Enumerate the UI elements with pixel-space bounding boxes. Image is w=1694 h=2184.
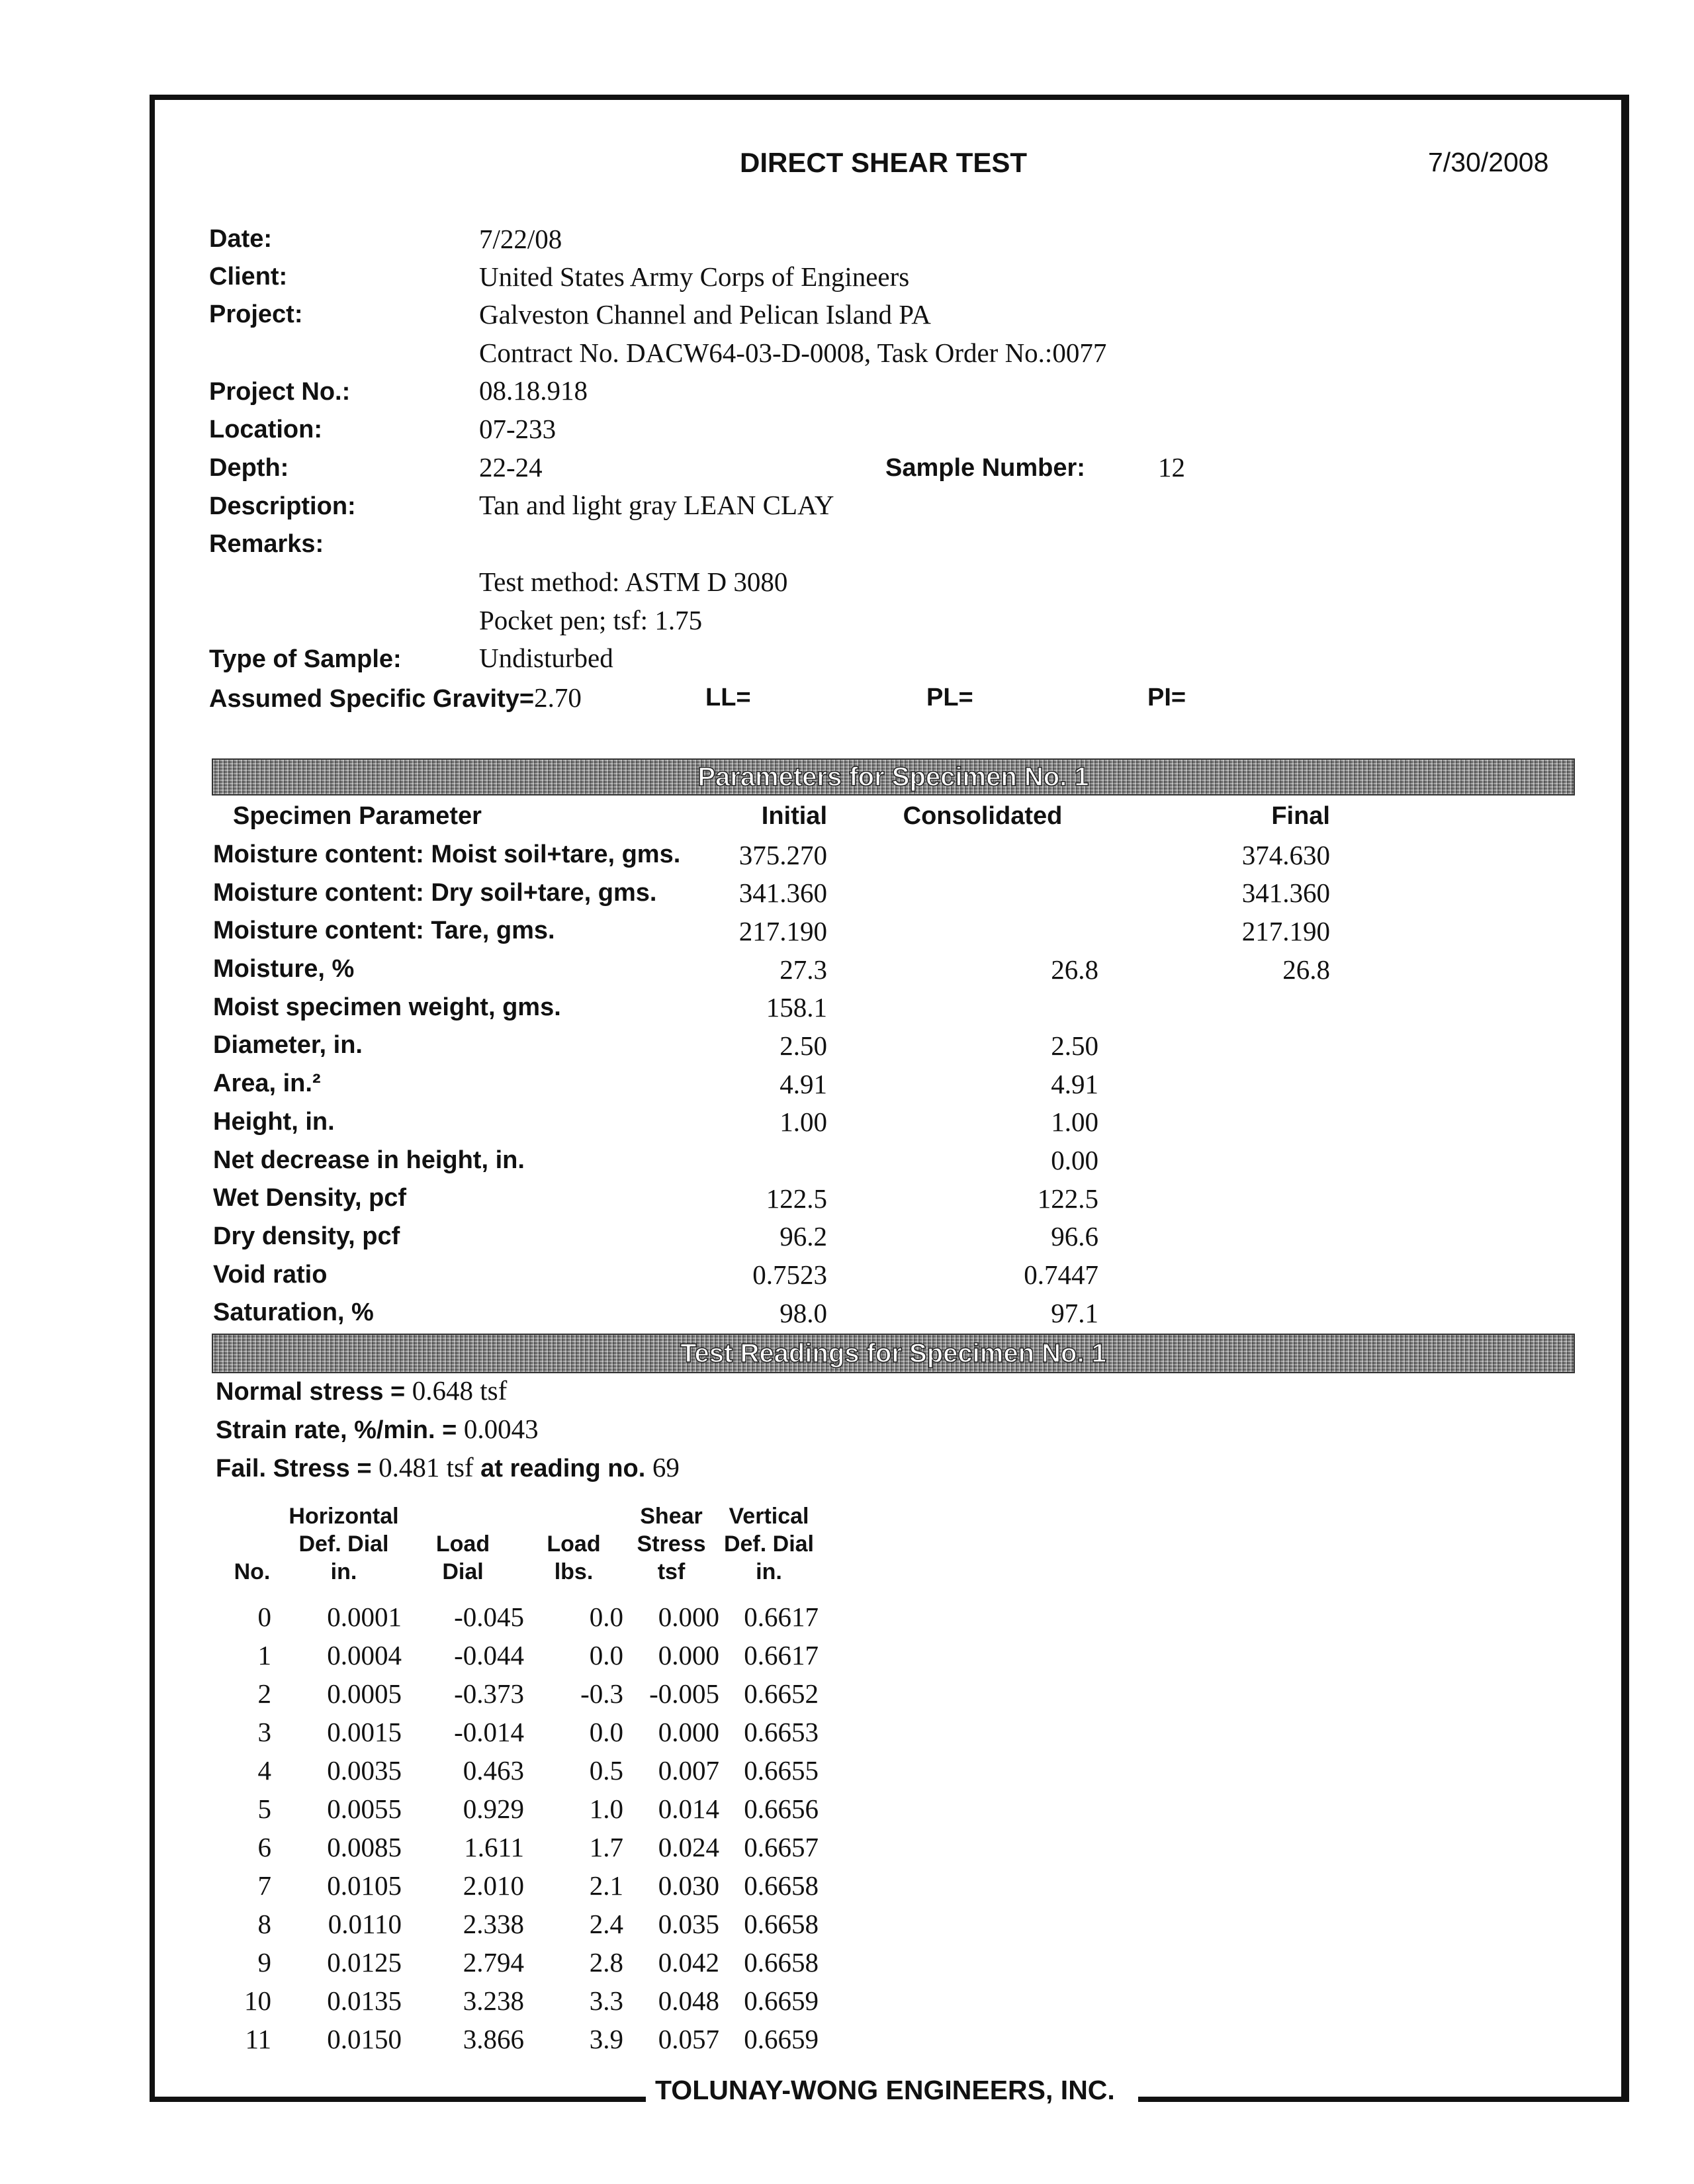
- consolidated-value: 1.00: [1051, 1107, 1098, 1138]
- readings-section-header: [212, 1334, 1575, 1373]
- final-value: [1098, 988, 1330, 1026]
- reading-no: 9: [257, 1947, 271, 1978]
- vertical-def-dial: 0.6657: [744, 1832, 819, 1862]
- col-header-load-dial: [402, 1502, 524, 1598]
- shear-stress: 0.024: [658, 1832, 719, 1862]
- col-header-parameter: Specimen Parameter: [233, 802, 482, 831]
- bottom-rule-right: [1138, 2097, 1629, 2102]
- header-line: in.: [330, 1559, 357, 1584]
- shear-stress: 0.057: [658, 2024, 719, 2054]
- client-value: United States Army Corps of Engineers: [479, 261, 910, 292]
- col-header-no: [218, 1502, 286, 1598]
- vertical-def-dial: 0.6656: [744, 1794, 819, 1824]
- initial-value: 96.2: [780, 1221, 827, 1252]
- reading-row: [218, 1674, 819, 1713]
- remarks-line1: Test method: ASTM D 3080: [479, 567, 788, 597]
- parameter-row: [213, 1065, 1330, 1103]
- load-dial: 1.611: [464, 1832, 524, 1862]
- location-label: Location:: [209, 416, 322, 443]
- header-line: [524, 1502, 623, 1530]
- final-value: 217.190: [1241, 915, 1330, 946]
- reading-no: 5: [257, 1794, 271, 1824]
- parameter-name: Void ratio: [213, 1260, 328, 1289]
- final-value: 374.630: [1241, 839, 1330, 870]
- header-line: [218, 1530, 286, 1558]
- header-line: [218, 1502, 286, 1530]
- load-lbs: 3.3: [589, 1985, 623, 2016]
- sample-number-value: 12: [1158, 452, 1185, 482]
- pl-label: PL=: [926, 684, 973, 711]
- normal-stress-label: Normal stress =: [216, 1378, 412, 1406]
- parameter-row: [213, 874, 1330, 912]
- shear-stress: 0.035: [658, 1909, 719, 1939]
- final-value: [1098, 1255, 1330, 1294]
- parameter-row: [213, 912, 1330, 950]
- sample-number-label: Sample Number:: [885, 454, 1085, 482]
- shear-stress: 0.042: [658, 1947, 719, 1978]
- col-header-shear-stress: [623, 1502, 719, 1598]
- fail-stress-label: Fail. Stress =: [216, 1455, 379, 1482]
- description-label: Description:: [209, 492, 356, 520]
- shear-stress: 0.007: [658, 1755, 719, 1786]
- shear-stress: 0.000: [658, 1717, 719, 1747]
- vertical-def-dial: 0.6652: [744, 1678, 819, 1709]
- final-value: [1098, 1294, 1330, 1332]
- remarks-line2: Pocket pen; tsf: 1.75: [479, 605, 703, 635]
- ll-label: LL=: [705, 684, 751, 711]
- fail-stress-value: 0.481 tsf: [379, 1452, 474, 1482]
- shear-stress: 0.048: [658, 1985, 719, 2016]
- parameter-name: Moisture content: Dry soil+tare, gms.: [213, 878, 657, 907]
- horizontal-def-dial: 0.0055: [327, 1794, 402, 1824]
- horizontal-def-dial: 0.0125: [327, 1947, 402, 1978]
- parameter-name: Dry density, pcf: [213, 1222, 400, 1250]
- depth-value: 22-24: [479, 452, 543, 482]
- load-lbs: 3.9: [589, 2024, 623, 2054]
- header-line: [402, 1502, 524, 1530]
- project-no-value: 08.18.918: [479, 375, 588, 406]
- specific-gravity-value: 2.70: [534, 682, 582, 713]
- col-header-load-lbs: [524, 1502, 623, 1598]
- project-value-line2: Contract No. DACW64-03-D-0008, Task Order No.:0077: [479, 338, 1107, 368]
- final-value: 341.360: [1241, 878, 1330, 909]
- specific-gravity: [209, 682, 582, 713]
- strain-rate-label: Strain rate, %/min. =: [216, 1416, 464, 1444]
- parameter-row: [213, 1255, 1330, 1294]
- fail-stress: [216, 1451, 680, 1483]
- horizontal-def-dial: 0.0105: [327, 1870, 402, 1901]
- horizontal-def-dial: 0.0135: [327, 1985, 402, 2016]
- project-no-label: Project No.:: [209, 378, 351, 406]
- reading-no: 0: [257, 1602, 271, 1632]
- parameters-section-header: [212, 758, 1575, 796]
- reading-row: [218, 2020, 819, 2058]
- normal-stress-value: 0.648 tsf: [412, 1375, 508, 1406]
- date-value: 7/22/08: [479, 224, 562, 254]
- load-lbs: 0.5: [589, 1755, 623, 1786]
- reading-no: 10: [244, 1985, 271, 2016]
- consolidated-value: 0.00: [1051, 1145, 1098, 1176]
- parameter-row: [213, 1103, 1330, 1142]
- reading-no: 1: [257, 1640, 271, 1670]
- load-dial: -0.373: [454, 1678, 524, 1709]
- vertical-def-dial: 0.6658: [744, 1947, 819, 1978]
- shear-stress: -0.005: [649, 1678, 719, 1709]
- readings-table: [218, 1502, 819, 2058]
- vertical-def-dial: 0.6659: [744, 2024, 819, 2054]
- load-lbs: 0.0: [589, 1602, 623, 1632]
- reading-row: [218, 1713, 819, 1751]
- header-line: No.: [234, 1559, 271, 1584]
- header-line: Def. Dial: [723, 1531, 815, 1557]
- horizontal-def-dial: 0.0015: [327, 1717, 402, 1747]
- load-lbs: -0.3: [580, 1678, 623, 1709]
- reading-no: 4: [257, 1755, 271, 1786]
- reading-no: 7: [257, 1870, 271, 1901]
- load-dial: 3.238: [463, 1985, 524, 2016]
- initial-value: 122.5: [766, 1183, 827, 1214]
- header-line: Horizontal: [289, 1504, 399, 1529]
- vertical-def-dial: 0.6655: [744, 1755, 819, 1786]
- load-dial: 3.866: [463, 2024, 524, 2054]
- fail-reading-label: at reading no.: [473, 1455, 652, 1482]
- parameter-row: [213, 1141, 1330, 1179]
- project-value-line1: Galveston Channel and Pelican Island PA: [479, 299, 931, 330]
- load-lbs: 2.8: [589, 1947, 623, 1978]
- parameter-name: Wet Density, pcf: [213, 1184, 407, 1212]
- normal-stress: [216, 1375, 507, 1406]
- final-value: [1098, 1065, 1330, 1103]
- vertical-def-dial: 0.6658: [744, 1870, 819, 1901]
- load-lbs: 2.4: [589, 1909, 623, 1939]
- horizontal-def-dial: 0.0004: [327, 1640, 402, 1670]
- location-value: 07-233: [479, 414, 557, 444]
- consolidated-value: [827, 912, 1098, 950]
- initial-value: 158.1: [766, 992, 827, 1023]
- parameter-name: Height, in.: [213, 1107, 335, 1136]
- final-value: [1098, 1179, 1330, 1218]
- header-line: Load: [547, 1531, 601, 1557]
- initial-value: 217.190: [738, 915, 827, 946]
- parameters-section-title: Parameters for Specimen No. 1: [697, 762, 1089, 792]
- project-label: Project:: [209, 300, 303, 328]
- reading-row: [218, 1751, 819, 1790]
- header-line: Dial: [442, 1559, 484, 1584]
- vertical-def-dial: 0.6659: [744, 1985, 819, 2016]
- header-line: Vertical: [729, 1504, 809, 1529]
- horizontal-def-dial: 0.0085: [327, 1832, 402, 1862]
- type-of-sample-label: Type of Sample:: [209, 645, 402, 673]
- consolidated-value: [827, 874, 1098, 912]
- horizontal-def-dial: 0.0035: [327, 1755, 402, 1786]
- header-line: Def. Dial: [298, 1531, 389, 1557]
- horizontal-def-dial: 0.0150: [327, 2024, 402, 2054]
- bottom-rule-left: [150, 2097, 646, 2102]
- pi-label: PI=: [1147, 684, 1186, 711]
- reading-no: 11: [245, 2024, 271, 2054]
- parameter-row: [213, 836, 1330, 874]
- final-value: 26.8: [1282, 954, 1330, 985]
- shear-stress: 0.030: [658, 1870, 719, 1901]
- header-line: Load: [435, 1531, 490, 1557]
- load-dial: -0.014: [454, 1717, 524, 1747]
- strain-rate-value: 0.0043: [463, 1414, 539, 1444]
- initial-value: [723, 1141, 827, 1179]
- reading-row: [218, 1790, 819, 1828]
- load-lbs: 0.0: [589, 1640, 623, 1670]
- header-line: Shear: [640, 1504, 703, 1529]
- header-line: tsf: [657, 1559, 686, 1584]
- fail-reading-value: 69: [652, 1452, 680, 1482]
- depth-label: Depth:: [209, 454, 289, 482]
- initial-value: 27.3: [780, 954, 827, 985]
- client-label: Client:: [209, 263, 288, 291]
- final-value: [1098, 1141, 1330, 1179]
- header-line: in.: [756, 1559, 782, 1584]
- shear-stress: 0.014: [658, 1794, 719, 1824]
- strain-rate: [216, 1413, 539, 1445]
- shear-stress: 0.000: [658, 1640, 719, 1670]
- horizontal-def-dial: 0.0005: [327, 1678, 402, 1709]
- consolidated-value: [827, 836, 1098, 874]
- parameter-row: [213, 1294, 1330, 1332]
- load-lbs: 1.7: [589, 1832, 623, 1862]
- horizontal-def-dial: 0.0001: [327, 1602, 402, 1632]
- load-dial: 0.463: [463, 1755, 524, 1786]
- load-dial: 2.338: [463, 1909, 524, 1939]
- vertical-def-dial: 0.6617: [744, 1602, 819, 1632]
- report-date: 7/30/2008: [1428, 147, 1549, 177]
- initial-value: 2.50: [780, 1030, 827, 1061]
- load-dial: 2.794: [463, 1947, 524, 1978]
- parameter-row: [213, 1218, 1330, 1256]
- parameter-row: [213, 950, 1330, 989]
- remarks-label: Remarks:: [209, 530, 324, 558]
- consolidated-value: 0.7447: [1024, 1259, 1098, 1291]
- type-of-sample-value: Undisturbed: [479, 643, 613, 673]
- load-dial: -0.044: [454, 1640, 524, 1670]
- header-line: Stress: [637, 1531, 706, 1557]
- consolidated-value: 4.91: [1051, 1068, 1098, 1099]
- parameter-name: Moisture, %: [213, 955, 355, 983]
- reading-row: [218, 1828, 819, 1866]
- consolidated-value: 122.5: [1037, 1183, 1098, 1214]
- col-header-consolidated: Consolidated: [903, 802, 1063, 831]
- parameter-name: Diameter, in.: [213, 1031, 363, 1060]
- final-value: [1098, 1103, 1330, 1142]
- reading-row: [218, 1905, 819, 1943]
- parameter-row: [213, 1179, 1330, 1218]
- reading-no: 8: [257, 1909, 271, 1939]
- parameters-header-row: [213, 797, 1330, 836]
- reading-row: [218, 1981, 819, 2020]
- consolidated-value: 26.8: [1051, 954, 1098, 985]
- initial-value: 4.91: [780, 1068, 827, 1099]
- document-title: DIRECT SHEAR TEST: [740, 147, 1028, 178]
- initial-value: 1.00: [780, 1107, 827, 1138]
- reading-row: [218, 1598, 819, 1636]
- vertical-def-dial: 0.6653: [744, 1717, 819, 1747]
- readings-header-row: [218, 1502, 819, 1598]
- final-value: [1098, 1218, 1330, 1256]
- parameter-name: Saturation, %: [213, 1298, 374, 1327]
- load-lbs: 1.0: [589, 1794, 623, 1824]
- specific-gravity-label: Assumed Specific Gravity=: [209, 685, 535, 713]
- load-lbs: 0.0: [589, 1717, 623, 1747]
- reading-no: 2: [257, 1678, 271, 1709]
- consolidated-value: 2.50: [1051, 1030, 1098, 1061]
- parameter-name: Moist specimen weight, gms.: [213, 993, 561, 1021]
- parameter-name: Moisture content: Moist soil+tare, gms.: [213, 841, 681, 869]
- reading-row: [218, 1943, 819, 1981]
- initial-value: 0.7523: [752, 1259, 827, 1291]
- header-line: lbs.: [554, 1559, 594, 1584]
- description-value: Tan and light gray LEAN CLAY: [479, 490, 834, 520]
- initial-value: 98.0: [780, 1297, 827, 1328]
- col-header-final: Final: [1271, 802, 1330, 831]
- vertical-def-dial: 0.6617: [744, 1640, 819, 1670]
- load-lbs: 2.1: [589, 1870, 623, 1901]
- parameter-row: [213, 1026, 1330, 1065]
- date-label: Date:: [209, 225, 273, 253]
- vertical-def-dial: 0.6658: [744, 1909, 819, 1939]
- load-dial: 0.929: [463, 1794, 524, 1824]
- reading-no: 3: [257, 1717, 271, 1747]
- load-dial: -0.045: [454, 1602, 524, 1632]
- col-header-initial: Initial: [761, 802, 827, 831]
- load-dial: 2.010: [463, 1870, 524, 1901]
- shear-stress: 0.000: [658, 1602, 719, 1632]
- col-header-vertical-def-dial: [719, 1502, 819, 1598]
- horizontal-def-dial: 0.0110: [328, 1909, 402, 1939]
- initial-value: 375.270: [738, 839, 827, 870]
- col-header-horizontal-def-dial: [286, 1502, 402, 1598]
- reading-row: [218, 1636, 819, 1674]
- reading-no: 6: [257, 1832, 271, 1862]
- consolidated-value: 97.1: [1051, 1297, 1098, 1328]
- initial-value: 341.360: [738, 878, 827, 909]
- parameter-name: Moisture content: Tare, gms.: [213, 917, 555, 945]
- parameter-row: [213, 988, 1330, 1026]
- readings-section-title: Test Readings for Specimen No. 1: [680, 1338, 1106, 1368]
- final-value: [1098, 1026, 1330, 1065]
- company-footer: TOLUNAY-WONG ENGINEERS, INC.: [655, 2075, 1115, 2105]
- parameter-name: Area, in.²: [213, 1069, 321, 1098]
- consolidated-value: [827, 988, 1098, 1026]
- parameters-table: [213, 797, 1330, 1332]
- parameter-name: Net decrease in height, in.: [213, 1146, 525, 1174]
- consolidated-value: 96.6: [1051, 1221, 1098, 1252]
- reading-row: [218, 1866, 819, 1905]
